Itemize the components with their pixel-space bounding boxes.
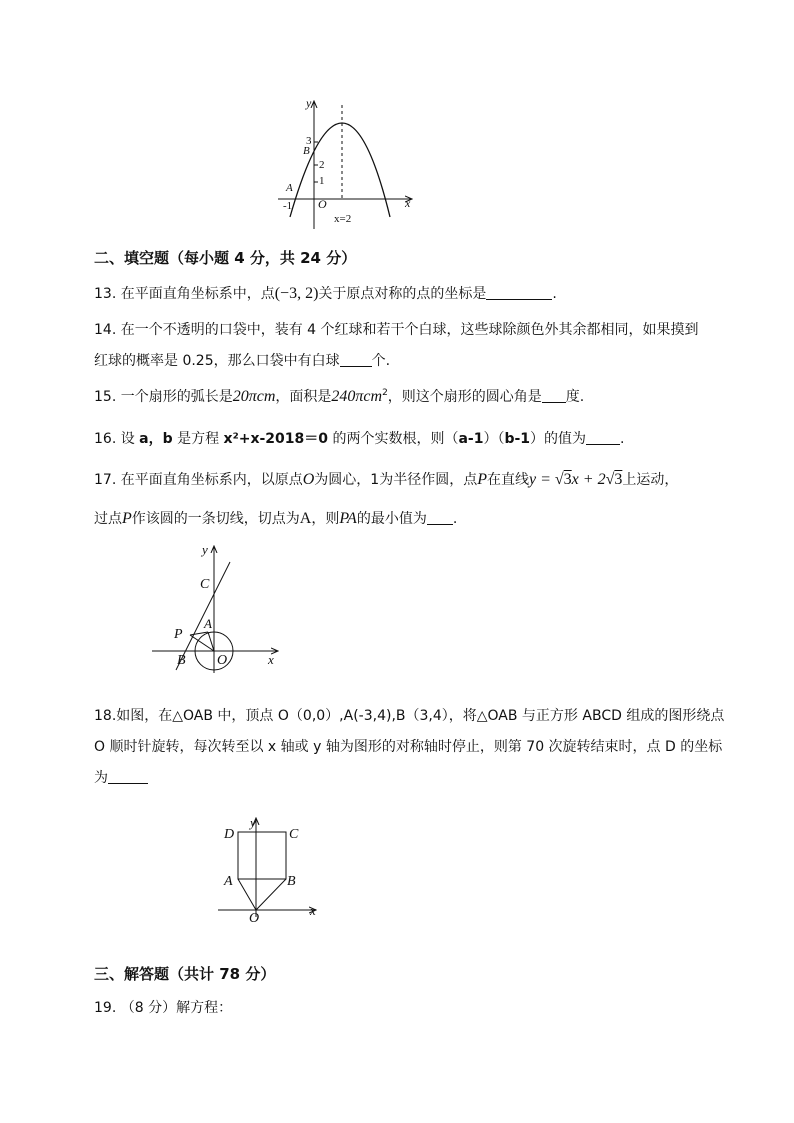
segment-PO: [190, 635, 214, 651]
question-18-line3: 为: [94, 767, 148, 787]
label-A: A: [204, 616, 212, 631]
label-A: A: [224, 874, 233, 889]
answer-blank: [542, 388, 566, 403]
answer-blank: [108, 769, 148, 784]
question-18-line1: 18.如图，在△OAB 中，顶点 O（0,0）,A(-3,4),B（3,4），将△OAB 与正方形 ABCD 组成的图形绕点: [94, 708, 725, 724]
label-O: O: [217, 653, 228, 668]
label-3: 3: [306, 135, 312, 147]
answer-blank: [486, 285, 552, 300]
label-y: y: [250, 815, 256, 830]
label-A: A: [286, 182, 293, 194]
label-y: y: [202, 542, 208, 557]
circle-tangent-figure: [148, 540, 288, 675]
label-y: y: [306, 96, 312, 110]
triangle-OAB: [238, 879, 286, 910]
answer-blank: [586, 430, 620, 445]
answer-blank: [427, 510, 453, 525]
label-B: B: [287, 874, 296, 889]
parabola-curve: [290, 123, 390, 217]
section2-title: 二、填空题（每小题 4 分，共 24 分）: [94, 249, 357, 267]
question-16: 16. 设 a，b 是方程 x²+x-2018＝0 的两个实数根，则（a-1）（b-1）的值为 .: [94, 431, 625, 447]
label-C: C: [200, 577, 210, 592]
label-B: B: [177, 653, 186, 668]
square-triangle-figure: [218, 812, 328, 924]
label-B: B: [303, 145, 310, 157]
question-17-line1: 17. 在平面直角坐标系内，以原点O为圆心，1为半径作圆，点P在直线y = √3x + 2√3上运动，: [94, 471, 679, 488]
label-P: P: [174, 627, 183, 642]
square-ABCD: [238, 832, 286, 879]
question-14-line1: 14. 在一个不透明的口袋中，装有 4 个红球和若干个白球，这些球除颜色外其余都相同，如果摸到: [94, 322, 699, 338]
label-O: O: [318, 197, 327, 211]
section3-title: 三、解答题（共计 78 分）: [94, 965, 276, 983]
question-13: 13. 在平面直角坐标系中，点(−3, 2)关于原点对称的点的坐标是 .: [94, 285, 557, 302]
question-14-line2: 红球的概率是 0.25，那么口袋中有白球 个.: [94, 353, 391, 369]
answer-blank: [340, 352, 372, 367]
label-2: 2: [319, 159, 325, 171]
label-neg1: -1: [283, 200, 293, 212]
label-O: O: [249, 911, 260, 924]
label-C: C: [289, 827, 299, 842]
question-15: 15. 一个扇形的弧长是20πcm，面积是240πcm$^2$，则这个扇形的圆心角是 度.: [94, 388, 585, 405]
label-x: x: [268, 652, 274, 667]
parabola-figure: [270, 95, 430, 235]
question-18-line2: O 顺时针旋转，每次转至以 x 轴或 y 轴为图形的对称轴时停止，则第 70 次旋转结束时，点 D 的坐标: [94, 739, 723, 755]
label-D: D: [224, 827, 235, 842]
label-x: x: [310, 903, 316, 918]
label-x-eq-2: x=2: [334, 213, 352, 225]
question-17-line2: 过点P作该圆的一条切线，切点为A，则PA的最小值为 .: [94, 510, 458, 527]
question-19: 19. （8 分）解方程：: [94, 1000, 233, 1016]
label-1: 1: [319, 175, 325, 187]
label-x: x: [405, 196, 411, 210]
